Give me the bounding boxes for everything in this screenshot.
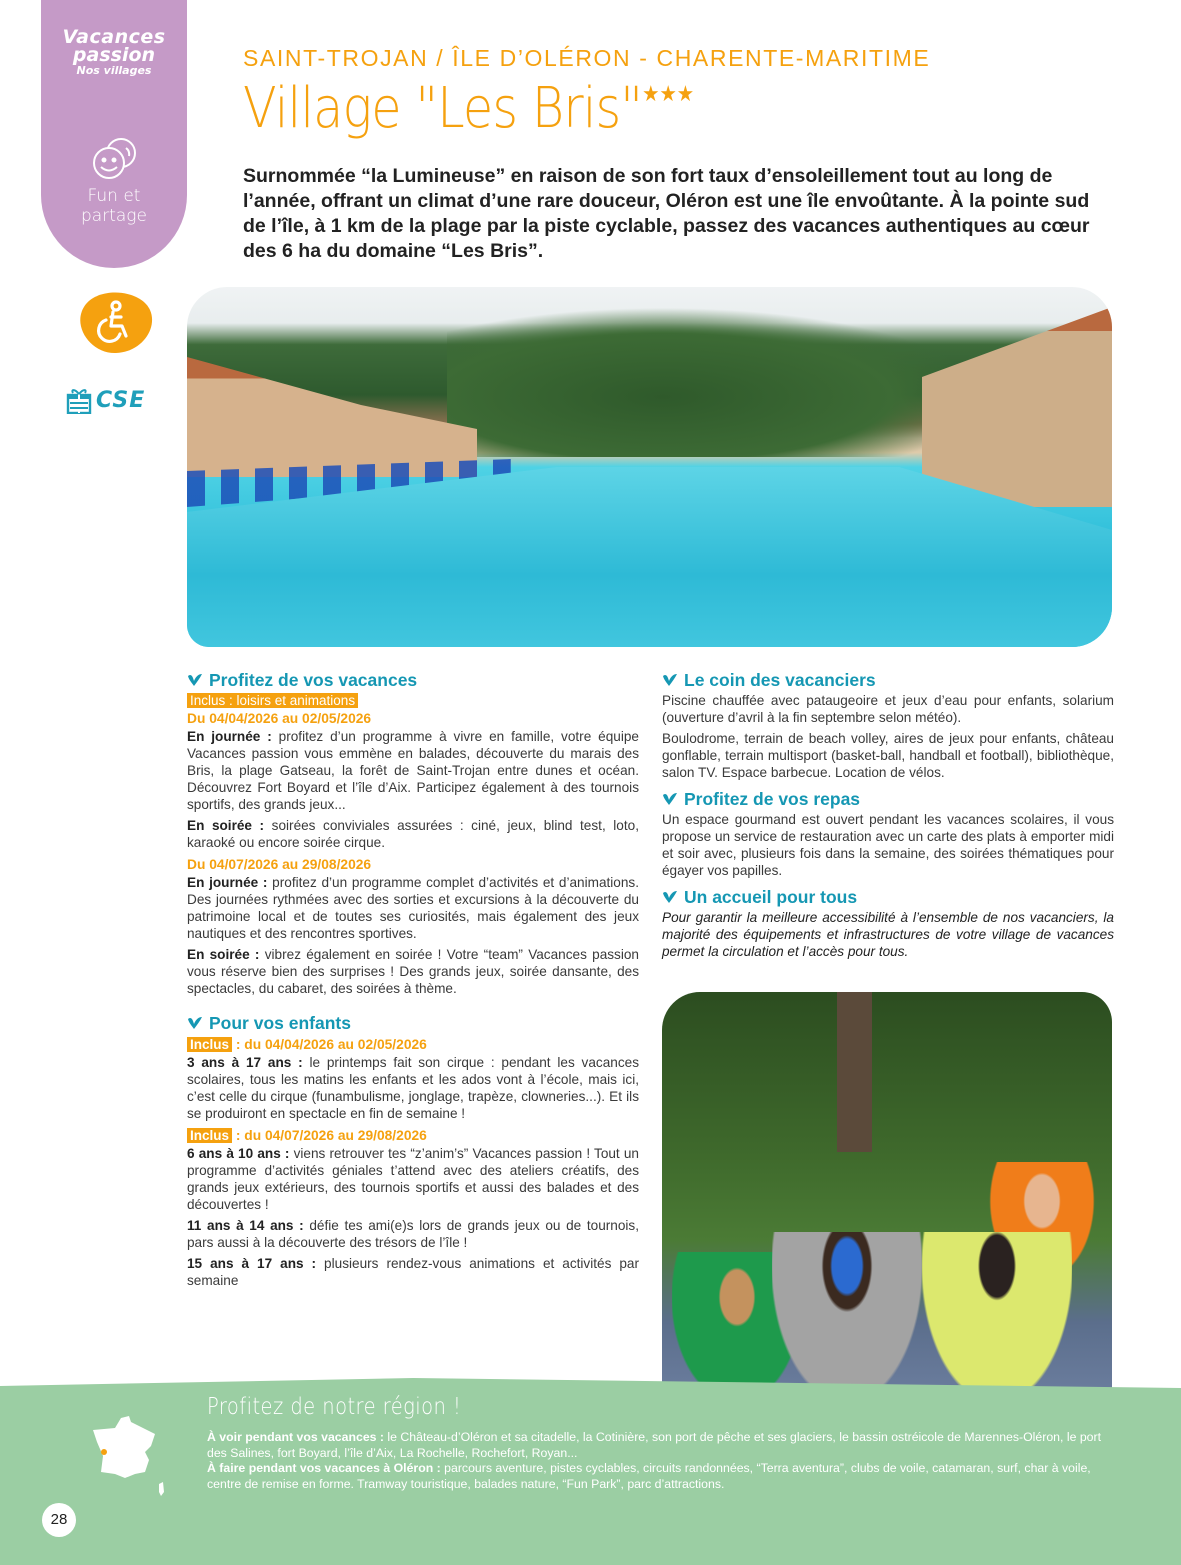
star-rating: ★★★ (642, 82, 695, 107)
theme-ribbon (41, 0, 187, 268)
evening-paragraph (187, 817, 639, 851)
evening-label: En soirée : (187, 818, 265, 833)
france-map-icon (85, 1412, 165, 1497)
evening-paragraph (187, 946, 639, 997)
age-text: défie tes ami(e)s lors de grands jeux ou de tournois, pars aussi à la découverte des trésors de l’île ! (187, 1218, 639, 1250)
page-number: 28 (42, 1503, 76, 1537)
photo-house-left (187, 357, 477, 477)
theme-label (41, 186, 187, 226)
evening-text: soirées conviviales assurées : ciné, jeux, blind test, loto, karaoké ou encore soirée cirque. (187, 818, 639, 850)
page-title (243, 76, 694, 141)
section-title: Profitez de vos repas (684, 789, 861, 809)
right-column (662, 668, 1114, 964)
gift-icon (66, 386, 92, 414)
day-paragraph (187, 874, 639, 942)
period-dates: : du 04/04/2026 au 02/05/2026 (232, 1037, 427, 1052)
section-title: Un accueil pour tous (684, 887, 858, 907)
heart-check-icon (662, 890, 678, 904)
coin-paragraph-2: Boulodrome, terrain de beach volley, aires de jeux pour enfants, château gonflable, terrain multisport (basket-ball, handball et football), bibliothèque, salon TV. Espace barbecue. Location de vélos. (662, 731, 1114, 780)
region-voir-text: le Château-d’Oléron et sa citadelle, la Cotinière, son port de pêche et ses glaciers, le bassin ostréicole de Marennes-Oléron, le port des Salines, fort Boyard, l’île d’Aix, La Rochelle, Rochefort, Royan... (207, 1430, 1102, 1460)
age-label: 15 ans à 17 ans : (187, 1256, 317, 1271)
section-title: Pour vos enfants (209, 1013, 351, 1033)
smiley-faces-icon (89, 135, 141, 183)
section-heading-enfants (187, 1011, 639, 1035)
cse-label: CSE (96, 387, 146, 413)
region-voir-label: À voir pendant vos vacances : (207, 1430, 385, 1444)
age-text: plusieurs rendez-vous animations et activités par semaine (187, 1256, 639, 1288)
day-label: En journée : (187, 729, 272, 744)
age-text: viens retrouver tes “z’anim’s” Vacances passion ! Tout un programme d’activités géniales t’attend avec des ateliers créatifs, des grands jeux extérieurs, des tournois sportifs et aussi des balades et des découvertes ! (187, 1146, 639, 1212)
photo-tree-trunk (837, 992, 872, 1152)
kids-photo (662, 992, 1112, 1405)
kids-period-2 (187, 1126, 639, 1145)
kids-age-paragraph (187, 1255, 639, 1289)
section-title: Le coin des vacanciers (684, 670, 876, 690)
photo-trees (447, 307, 987, 457)
photo-child (772, 1232, 922, 1402)
age-label: 6 ans à 10 ans : (187, 1146, 290, 1161)
region-voir (207, 1430, 1117, 1461)
accueil-paragraph: Pour garantir la meilleure accessibilité à l’ensemble de nos vacanciers, la majorité des équipements et infrastructures de votre village de vacances permet la circulation et l’accès pour tous. (662, 910, 1114, 959)
period-dates: Du 04/07/2026 au 29/08/2026 (187, 857, 372, 872)
village-name: Village "Les Bris" (243, 76, 643, 141)
included-tag: Inclus : loisirs et animations (187, 693, 358, 708)
heart-check-icon (187, 673, 203, 687)
section-heading-coin (662, 668, 1114, 692)
intro-paragraph: Surnommée “la Lumineuse” en raison de son fort taux d’ensoleillement tout au long de l’année, offrant un climat d’une rare douceur, Oléron est une île envoûtante. À la pointe sud de l’île, à 1 km de la plage par la piste cyclable, passez des vacances authentiques au cœur des 6 ha du domaine “Les Bris”. (243, 165, 1090, 262)
period-dates: Du 04/04/2026 au 02/05/2026 (187, 711, 372, 726)
age-label: 3 ans à 17 ans : (187, 1055, 303, 1070)
region-faire-text: parcours aventure, pistes cyclables, circuits randonnées, “Terra aventura”, clubs de voile, catamaran, surf, char à voile, centre de remise en forme. Tramway touristique, balades nature, “Fun Park”, parc d’attractions. (207, 1461, 1091, 1491)
kids-period-1 (187, 1035, 639, 1054)
kids-age-paragraph (187, 1054, 639, 1122)
day-text: profitez d’un programme complet d’activités et d’animations. Des journées rythmées avec des sorties et excursions à la découverte du patrimoine local et de toutes ses curiosités, mais également des jeux nautiques et des rencontres sportives. (187, 875, 639, 941)
section-heading-repas (662, 787, 1114, 811)
section-heading-vacances (187, 668, 639, 692)
location-heading: SAINT-TROJAN / ÎLE D’OLÉRON - CHARENTE-MARITIME (243, 45, 931, 71)
heart-check-icon (662, 792, 678, 806)
cse-badge (66, 386, 145, 414)
day-paragraph (187, 728, 639, 813)
location-marker (101, 1449, 107, 1455)
pool-photo (187, 287, 1112, 647)
evening-text: vibrez également en soirée ! Votre “team” Vacances passion vous réserve bien des surprises ! Des grands jeux, soirée dansante, des spectacles, du cabaret, des soirées à thème. (187, 947, 639, 996)
age-label: 11 ans à 14 ans : (187, 1218, 304, 1233)
included-tag: Inclus (187, 1037, 232, 1052)
heart-check-icon (187, 1016, 203, 1030)
kids-age-paragraph (187, 1217, 639, 1251)
coin-paragraph-1: Piscine chauffée avec pataugeoire et jeux d’eau pour enfants, solarium (ouverture d’avril à la fin septembre selon météo). (662, 693, 1114, 725)
age-text: le printemps fait son cirque : pendant les vacances scolaires, tous les matins les enfants et les ados vont à l’école, mais ici, c’est celle du cirque (funambulisme, jonglage, trapèze, clowneries...). Et ils se produiront en spectacle en fin de semaine ! (187, 1055, 639, 1121)
heart-check-icon (662, 673, 678, 687)
theme-label-line2: partage (81, 206, 147, 226)
included-tag: Inclus (187, 1128, 232, 1143)
region-title: Profitez de notre région ! (207, 1394, 462, 1420)
vacances-passion-logo (41, 28, 187, 78)
logo-line1: Vacances (62, 26, 166, 48)
day-text: profitez d’un programme à vivre en famille, votre équipe Vacances passion vous emmène en balades, découverte du marais des Bris, la plage Gatseau, la forêt de Saint-Trojan entre dunes et océan. Découvrez Fort Boyard et l’île d’Aix. Participez également à des tournois sportifs, des grands jeux... (187, 729, 639, 812)
theme-label-line1: Fun et (87, 186, 141, 206)
section-title: Profitez de vos vacances (209, 670, 418, 690)
region-text (207, 1430, 1117, 1492)
region-faire (207, 1461, 1117, 1492)
repas-paragraph: Un espace gourmand est ouvert pendant les vacances scolaires, il vous propose un service de restauration avec un carte des plats à emporter midi et soir avec, plusieurs fois dans la semaine, des soirées thématiques pour égayer vos papilles. (662, 812, 1114, 878)
photo-child (922, 1232, 1072, 1402)
logo-line3: Nos villages (76, 64, 152, 77)
left-column (187, 668, 639, 1293)
logo-line2: passion (72, 44, 156, 66)
wheelchair-icon (76, 290, 154, 354)
section-heading-accueil (662, 885, 1114, 909)
evening-label: En soirée : (187, 947, 260, 962)
period-dates: : du 04/07/2026 au 29/08/2026 (232, 1128, 427, 1143)
region-faire-label: À faire pendant vos vacances à Oléron : (207, 1461, 441, 1475)
kids-age-paragraph (187, 1145, 639, 1213)
day-label: En journée : (187, 875, 268, 890)
